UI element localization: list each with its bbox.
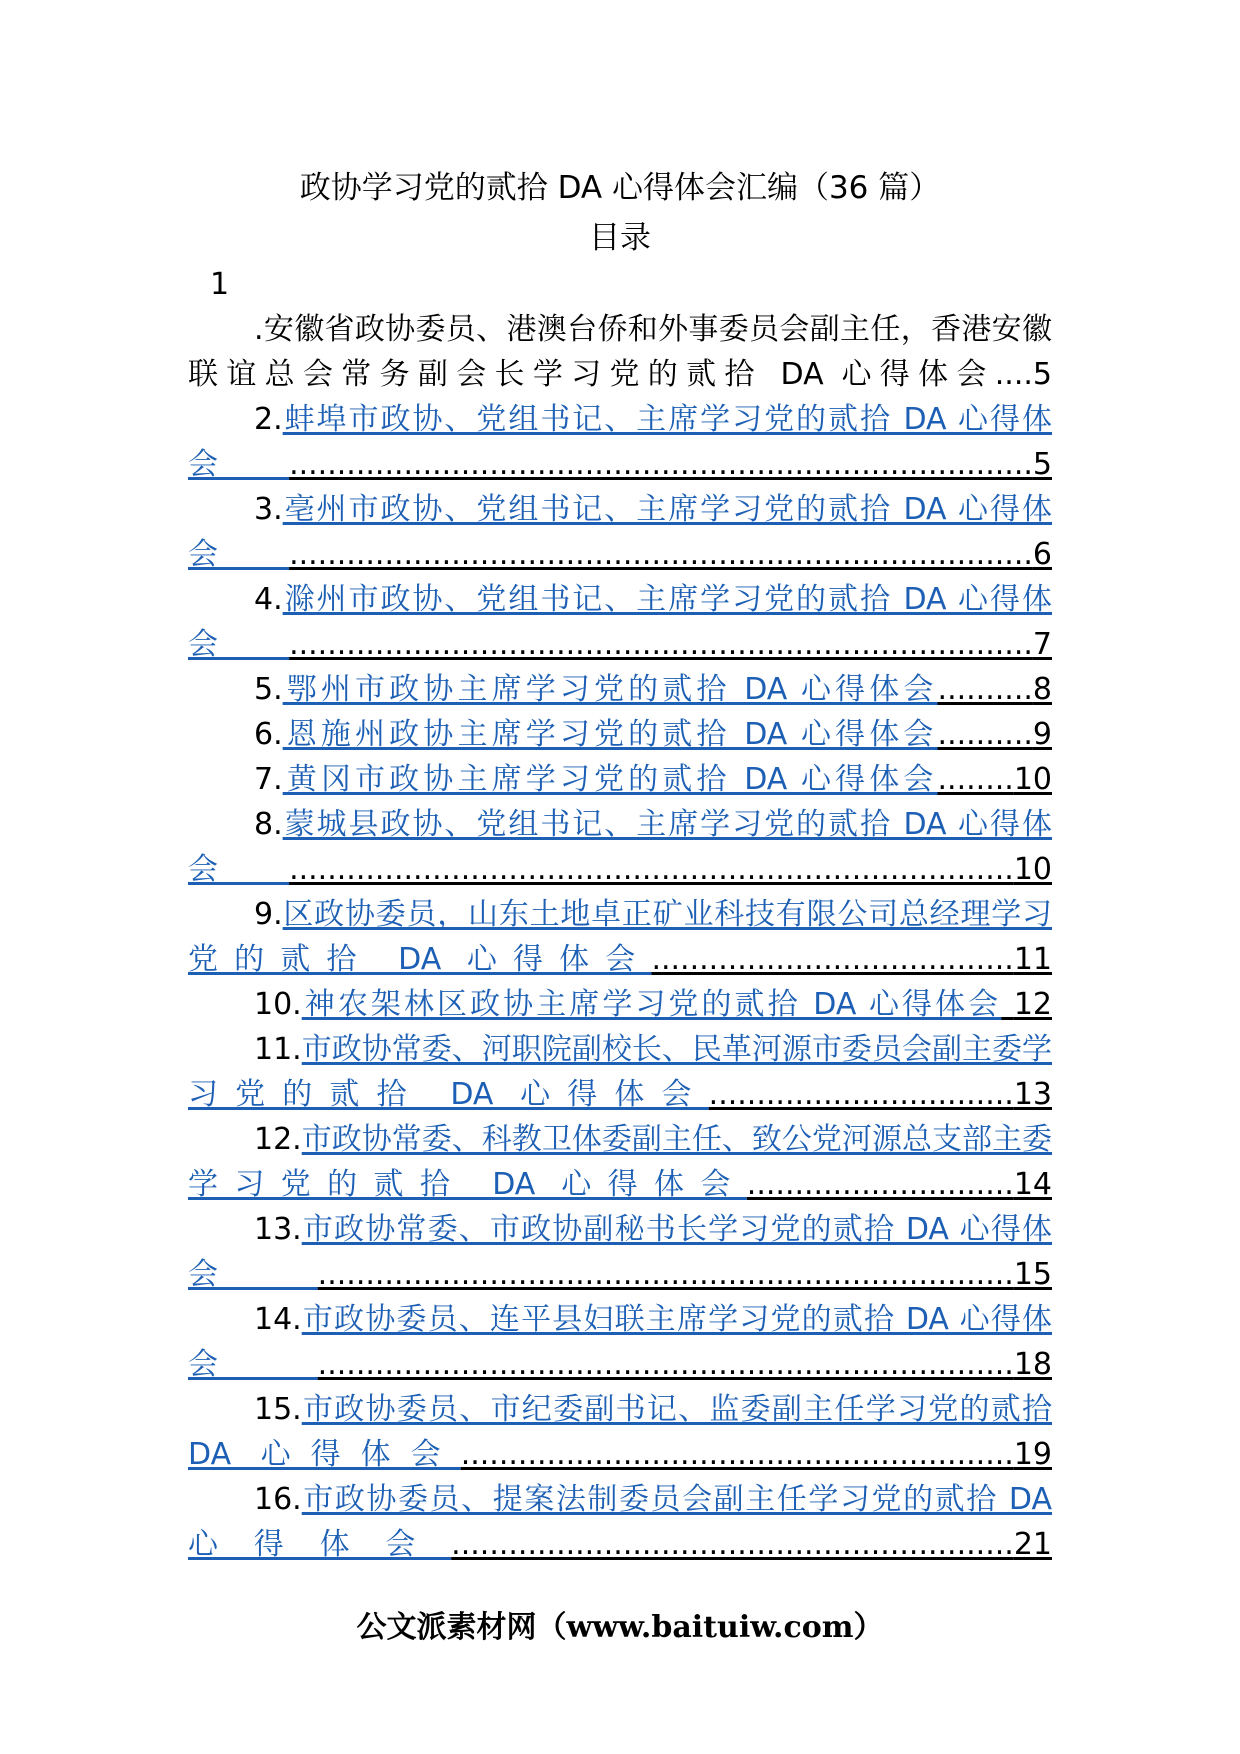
toc-entry bbox=[188, 307, 1052, 397]
toc-entry-page-number: 11 bbox=[1013, 942, 1052, 977]
toc-entry-leader: .......... bbox=[937, 672, 1033, 707]
toc-entry-link[interactable]: 黄冈市政协主席学习党的贰拾 DA 心得体会 bbox=[282, 762, 938, 797]
toc-entry-link[interactable]: 神农架林区政协主席学习党的贰拾 DA 心得体会 bbox=[301, 987, 1002, 1022]
toc-entry-number: 5. bbox=[254, 672, 283, 707]
toc-entry[interactable] bbox=[188, 892, 1052, 982]
toc-entry[interactable] bbox=[188, 397, 1052, 487]
toc-entry-link[interactable]: 市政协委员、提案法制委员会副主任学习党的贰拾 DA 心得体会 bbox=[188, 1482, 1052, 1562]
toc-entry-page-number: 8 bbox=[1032, 672, 1052, 707]
toc-entry-page-number: 10 bbox=[1013, 852, 1052, 887]
toc-entry-page-number: 21 bbox=[1013, 1527, 1052, 1562]
toc-entry-link[interactable]: 区政协委员，山东土地卓正矿业科技有限公司总经理学习党的贰拾 DA 心得体会 bbox=[188, 897, 1052, 977]
toc-entry-leader: .... bbox=[994, 357, 1033, 392]
toc-entry-leader: ............................ bbox=[746, 1167, 1014, 1202]
toc-entry-leader: ......................................................................... bbox=[317, 1347, 1014, 1382]
toc-entries bbox=[188, 307, 1052, 1567]
toc-entry-number: 8. bbox=[254, 807, 283, 842]
toc-entry-number: 11. bbox=[254, 1032, 302, 1067]
toc-entry-page-number: 14 bbox=[1013, 1167, 1052, 1202]
toc-entry[interactable] bbox=[188, 577, 1052, 667]
footer-watermark: 公文派素材网（www.baituiw.com） bbox=[356, 1610, 884, 1645]
toc-entry-text: 安徽省政协委员、港澳台侨和外事委员会副主任，香港安徽联谊总会常务副会长学习党的贰拾 DA 心得体会 bbox=[188, 312, 1052, 392]
toc-entry[interactable] bbox=[188, 1117, 1052, 1207]
toc-entry-leader: .......................................................... bbox=[460, 1437, 1014, 1472]
toc-entry-page-number: 13 bbox=[1013, 1077, 1052, 1112]
toc-entry[interactable] bbox=[188, 487, 1052, 577]
toc-entry-link[interactable]: 市政协委员、市纪委副书记、监委副主任学习党的贰拾 DA 心得体会 bbox=[188, 1392, 1052, 1472]
toc-entry-link[interactable]: 蒙城县政协、党组书记、主席学习党的贰拾 DA 心得体会 bbox=[188, 807, 1052, 887]
toc-entry-link[interactable]: 滁州市政协、党组书记、主席学习党的贰拾 DA 心得体会 bbox=[188, 582, 1052, 662]
toc-entry-leader: ...................................... bbox=[651, 942, 1014, 977]
toc-entry-page-number: 9 bbox=[1032, 717, 1052, 752]
toc-entry[interactable] bbox=[188, 1027, 1052, 1117]
toc-entry-leader: ............................................................................ bbox=[289, 852, 1014, 887]
toc-entry-link[interactable]: 市政协常委、科教卫体委副主任、致公党河源总支部主委学习党的贰拾 DA 心得体会 bbox=[188, 1122, 1052, 1202]
toc-entry-number: 7. bbox=[254, 762, 283, 797]
toc-entry-number: 13. bbox=[254, 1212, 302, 1247]
toc-heading: 目录 bbox=[589, 220, 651, 256]
toc-entry[interactable] bbox=[188, 982, 1052, 1027]
toc-entry-leader bbox=[1001, 987, 1014, 1022]
toc-entry[interactable] bbox=[188, 1387, 1052, 1477]
toc-entry-number: 3. bbox=[254, 492, 283, 527]
toc-entry-page-number: 12 bbox=[1013, 987, 1052, 1022]
toc-entry[interactable] bbox=[188, 1207, 1052, 1297]
toc-entry-number: . bbox=[254, 312, 264, 347]
toc-entry[interactable] bbox=[188, 757, 1052, 802]
toc-entry[interactable] bbox=[188, 712, 1052, 757]
toc-entry-leader: ......................................................................... bbox=[317, 1257, 1014, 1292]
toc-entry[interactable] bbox=[188, 667, 1052, 712]
toc-entry-page-number: 6 bbox=[1032, 537, 1052, 572]
toc-entry-page-number: 19 bbox=[1013, 1437, 1052, 1472]
document-title: 政协学习党的贰拾 DA 心得体会汇编（36 篇） bbox=[299, 170, 941, 206]
toc-entry-leader: .............................................................................. bbox=[289, 627, 1033, 662]
toc-entry-number: 10. bbox=[254, 987, 302, 1022]
toc-lone-number: 1 bbox=[210, 267, 230, 302]
toc-entry-link[interactable]: 亳州市政协、党组书记、主席学习党的贰拾 DA 心得体会 bbox=[188, 492, 1052, 572]
toc-entry-link[interactable]: 恩施州政协主席学习党的贰拾 DA 心得体会 bbox=[282, 717, 938, 752]
toc-entry-link[interactable]: 市政协常委、河职院副校长、民革河源市委员会副主委学习党的贰拾 DA 心得体会 bbox=[188, 1032, 1052, 1112]
toc-entry-number: 4. bbox=[254, 582, 283, 617]
toc-entry-page-number: 15 bbox=[1013, 1257, 1052, 1292]
toc-entry-number: 9. bbox=[254, 897, 283, 932]
toc-entry-link[interactable]: 蚌埠市政协、党组书记、主席学习党的贰拾 DA 心得体会 bbox=[188, 402, 1052, 482]
table-of-contents bbox=[188, 262, 1052, 1567]
toc-entry[interactable] bbox=[188, 1477, 1052, 1567]
toc-entry-leader: ........ bbox=[937, 762, 1014, 797]
toc-entry-leader: .............................................................................. bbox=[289, 537, 1033, 572]
toc-entry-number: 15. bbox=[254, 1392, 302, 1427]
toc-entry-page-number: 10 bbox=[1013, 762, 1052, 797]
toc-entry-number: 2. bbox=[254, 402, 283, 437]
toc-entry-link[interactable]: 市政协委员、连平县妇联主席学习党的贰拾 DA 心得体会 bbox=[188, 1302, 1052, 1382]
toc-entry[interactable] bbox=[188, 1297, 1052, 1387]
toc-entry-leader: .......... bbox=[937, 717, 1033, 752]
toc-entry-page-number: 7 bbox=[1032, 627, 1052, 662]
toc-entry-page-number: 5 bbox=[1032, 447, 1052, 482]
toc-entry-link[interactable]: 市政协常委、市政协副秘书长学习党的贰拾 DA 心得体会 bbox=[188, 1212, 1052, 1292]
toc-entry[interactable] bbox=[188, 802, 1052, 892]
toc-entry-page-number: 18 bbox=[1013, 1347, 1052, 1382]
toc-entry-leader: .............................................................................. bbox=[289, 447, 1033, 482]
toc-entry-number: 6. bbox=[254, 717, 283, 752]
toc-entry-leader: ................................ bbox=[708, 1077, 1014, 1112]
toc-entry-number: 16. bbox=[254, 1482, 302, 1517]
toc-entry-page-number: 5 bbox=[1032, 357, 1052, 392]
toc-entry-leader: ........................................................... bbox=[451, 1527, 1014, 1562]
toc-entry-number: 14. bbox=[254, 1302, 302, 1337]
toc-entry-link[interactable]: 鄂州市政协主席学习党的贰拾 DA 心得体会 bbox=[282, 672, 938, 707]
toc-entry-number: 12. bbox=[254, 1122, 302, 1157]
